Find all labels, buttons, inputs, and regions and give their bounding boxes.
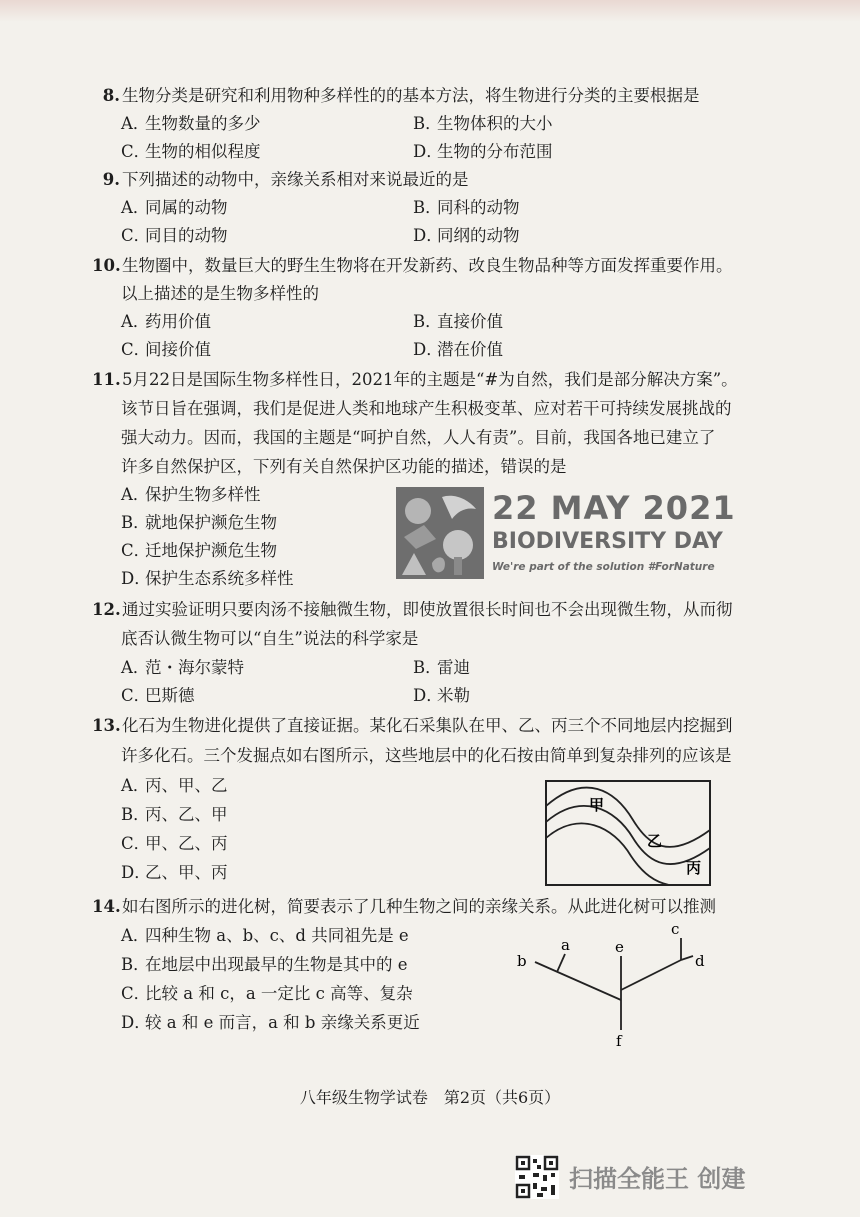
question-13-option-d: D．乙、甲、丙 — [121, 863, 228, 882]
question-11-option-d: D．保护生态系统多样性 — [121, 569, 294, 588]
question-13-option-c: C．甲、乙、丙 — [121, 834, 228, 853]
page-footer: 八年级生物学试卷 第2页（共6页） — [299, 1088, 561, 1107]
question-9-option-b: B．同科的动物 — [413, 198, 520, 217]
layer-jia-label: 甲 — [589, 796, 605, 814]
question-9-option-c: C．同目的动物 — [121, 226, 228, 245]
question-10-option-a: A．药用价值 — [121, 312, 211, 331]
question-10-option-c: C．间接价值 — [121, 340, 211, 359]
question-13-option-a: A．丙、甲、乙 — [121, 776, 228, 795]
question-10-stem: 10.生物圈中，数量巨大的野生生物将在开发新药、改良生物品种等方面发挥重要作用。 — [92, 256, 733, 275]
scanner-brand-text: 扫描全能王 创建 — [569, 1165, 746, 1193]
evolution-tree-diagram — [505, 918, 725, 1054]
question-11-option-b: B．就地保护濒危生物 — [121, 513, 277, 532]
question-8-stem: 8. 生物分类是研究和利用物种多样性的的基本方法，将生物进行分类的主要根据是 — [102, 86, 700, 105]
question-13-stem: 13.化石为生物进化提供了直接证据。某化石采集队在甲、乙、丙三个不同地层内挖掘到 — [92, 716, 733, 735]
qr-code-icon — [515, 1155, 559, 1199]
question-11-option-a: A．保护生物多样性 — [121, 485, 261, 504]
page-top-edge — [0, 0, 860, 22]
question-10-stem-line2: 以上描述的是生物多样性的 — [121, 284, 319, 303]
question-11-stem-line4: 许多自然保护区，下列有关自然保护区功能的描述，错误的是 — [121, 457, 567, 476]
banner-title: BIODIVERSITY DAY — [492, 529, 723, 554]
question-12-option-d: D．米勒 — [413, 686, 470, 705]
question-9-option-d: D．同纲的动物 — [413, 226, 520, 245]
question-10-option-d: D．潜在价值 — [413, 340, 503, 359]
node-d-label: d — [695, 952, 705, 970]
question-14-option-a: A．四种生物 a、b、c、d 共同祖先是 e — [121, 926, 409, 945]
question-8-option-d: D．生物的分布范围 — [413, 142, 553, 161]
question-13-option-b: B．丙、乙、甲 — [121, 805, 228, 824]
question-12-option-c: C．巴斯德 — [121, 686, 195, 705]
layer-bing-label: 丙 — [686, 859, 702, 877]
question-9-option-a: A．同属的动物 — [121, 198, 228, 217]
node-b-label: b — [517, 952, 527, 970]
question-8-option-a: A．生物数量的多少 — [121, 114, 261, 133]
question-10-option-b: B．直接价值 — [413, 312, 503, 331]
node-c-label: c — [671, 920, 680, 938]
question-12-option-b: B．雷迪 — [413, 658, 470, 677]
question-14-stem: 14.如右图所示的进化树，简要表示了几种生物之间的亲缘关系。从此进化树可以推测 — [92, 897, 716, 916]
scanner-watermark — [515, 1155, 746, 1203]
question-14-option-c: C．比较 a 和 c，a 一定比 c 高等、复杂 — [121, 984, 413, 1003]
rock-layers-figure — [545, 780, 711, 886]
question-13-stem-line2: 许多化石。三个发掘点如右图所示，这些地层中的化石按由简单到复杂排列的应该是 — [121, 746, 732, 765]
banner-artwork — [396, 487, 484, 579]
layer-yi-label: 乙 — [647, 832, 663, 850]
question-11-stem-line3: 强大动力。因而，我国的主题是“呵护自然，人人有责”。目前，我国各地已建立了 — [121, 428, 716, 447]
question-12-stem: 12.通过实验证明只要肉汤不接触微生物，即使放置很长时间也不会出现微生物，从而彻 — [92, 600, 733, 619]
question-11-stem: 11.5月22日是国际生物多样性日，2021年的主题是“#为自然，我们是部分解决方案”。 — [92, 370, 738, 389]
question-11-stem-line2: 该节日旨在强调，我们是促进人类和地球产生积极变革、应对若干可持续发展挑战的 — [121, 399, 732, 418]
question-8-option-b: B．生物体积的大小 — [413, 114, 553, 133]
banner-slogan: We're part of the solution #ForNature — [492, 561, 715, 573]
node-a-label: a — [561, 936, 570, 954]
question-14-option-b: B．在地层中出现最早的生物是其中的 e — [121, 955, 408, 974]
question-8-option-c: C．生物的相似程度 — [121, 142, 261, 161]
banner-date: 22 MAY 2021 — [492, 489, 736, 527]
node-f-label: f — [616, 1032, 622, 1050]
question-12-option-a: A．范・海尔蒙特 — [121, 658, 244, 677]
biodiversity-day-banner — [396, 487, 736, 579]
question-9-stem: 9. 下列描述的动物中，亲缘关系相对来说最近的是 — [102, 170, 469, 189]
evolution-tree-figure — [505, 918, 725, 1050]
strata-diagram — [545, 780, 711, 890]
question-12-stem-line2: 底否认微生物可以“自生”说法的科学家是 — [121, 629, 419, 648]
question-14-option-d: D．较 a 和 e 而言，a 和 b 亲缘关系更近 — [121, 1013, 420, 1032]
nature-collage-icon — [396, 487, 484, 579]
question-11-option-c: C．迁地保护濒危生物 — [121, 541, 277, 560]
node-e-label: e — [615, 938, 624, 956]
